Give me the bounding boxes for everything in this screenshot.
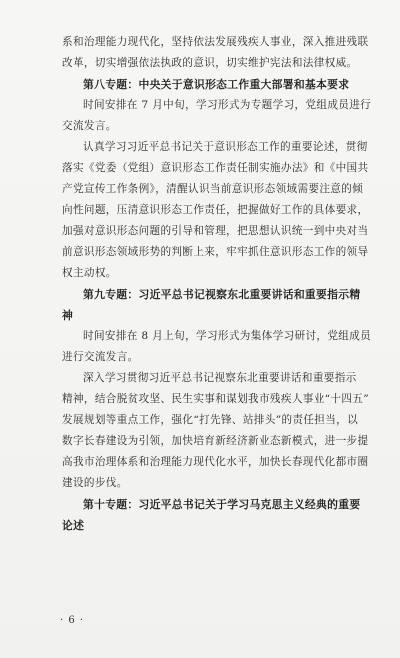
schedule-line: 时间安排在 7 月中旬，学习形式为专题学习，党组成员进行	[83, 99, 372, 111]
body-line: 落实《党委（党组）意识形态工作责任制实施办法》和《中国共	[62, 162, 369, 174]
body-line: 高我市治理体系和治理能力现代化水平，加快长春现代化都市圈	[62, 456, 369, 468]
heading-line: 第九专题：习近平总书记视察东北重要讲话和重要指示精	[83, 288, 361, 301]
body-line: 前意识形态领域形势的判断上来，牢牢抓住意识形态工作的领导	[62, 246, 369, 258]
topic-9-heading	[62, 284, 360, 326]
heading-line: 论述	[62, 519, 85, 532]
topic-8-heading: 第八专题：中央关于意识形态工作重大部署和基本要求	[83, 78, 350, 91]
topic-8-schedule	[62, 95, 372, 137]
intro-paragraph	[62, 32, 369, 74]
topic-10-heading	[62, 494, 360, 536]
body-line: 权主动权。	[62, 267, 117, 279]
page-number: · 6 ·	[60, 615, 85, 626]
body-line: 建设的步伐。	[62, 477, 128, 489]
body-line: 数字长春建设为引领，加快培育新经济新业态新模式，进一步提	[62, 435, 369, 447]
heading-line: 第十专题：习近平总书记关于学习马克思主义经典的重要	[83, 498, 361, 511]
body-line: 发展规划等重点工作，强化“打先锋、站排头”的责任担当，以	[62, 414, 359, 426]
topic-9-schedule	[62, 326, 372, 368]
body-line: 深入学习贯彻习近平总书记视察东北重要讲话和重要指示	[83, 372, 357, 384]
schedule-line: 交流发言。	[62, 120, 117, 132]
body-line: 加强对意识形态问题的引导和管理，把思想认识统一到中央对当	[62, 225, 369, 237]
body-line: 产党宣传工作条例》，清醒认识当前意识形态领域需要注意的倾	[62, 183, 364, 195]
body-line: 认真学习习近平总书记关于意识形态工作的重要论述，贯彻	[83, 141, 368, 153]
intro-line: 系和治理能力现代化，坚持依法发展残疾人事业，深入推进残联	[62, 36, 369, 48]
body-line: 精神，结合脱贫攻坚、民生实事和谋划我市残疾人事业“十四五”	[62, 393, 370, 405]
intro-line: 改革，切实增强依法执政的意识，切实维护宪法和法律权威。	[62, 57, 358, 69]
topic-9-body	[62, 368, 370, 494]
topic-8-body	[62, 137, 369, 284]
schedule-line: 时间安排在 8 月上旬，学习形式为集体学习研讨，党组成员	[83, 330, 372, 342]
document-body	[62, 32, 372, 536]
heading-line: 神	[62, 309, 74, 322]
schedule-line: 进行交流发言。	[62, 351, 139, 363]
body-line: 向性问题，压清意识形态工作责任，把握做好工作的具体要求，	[62, 204, 369, 216]
